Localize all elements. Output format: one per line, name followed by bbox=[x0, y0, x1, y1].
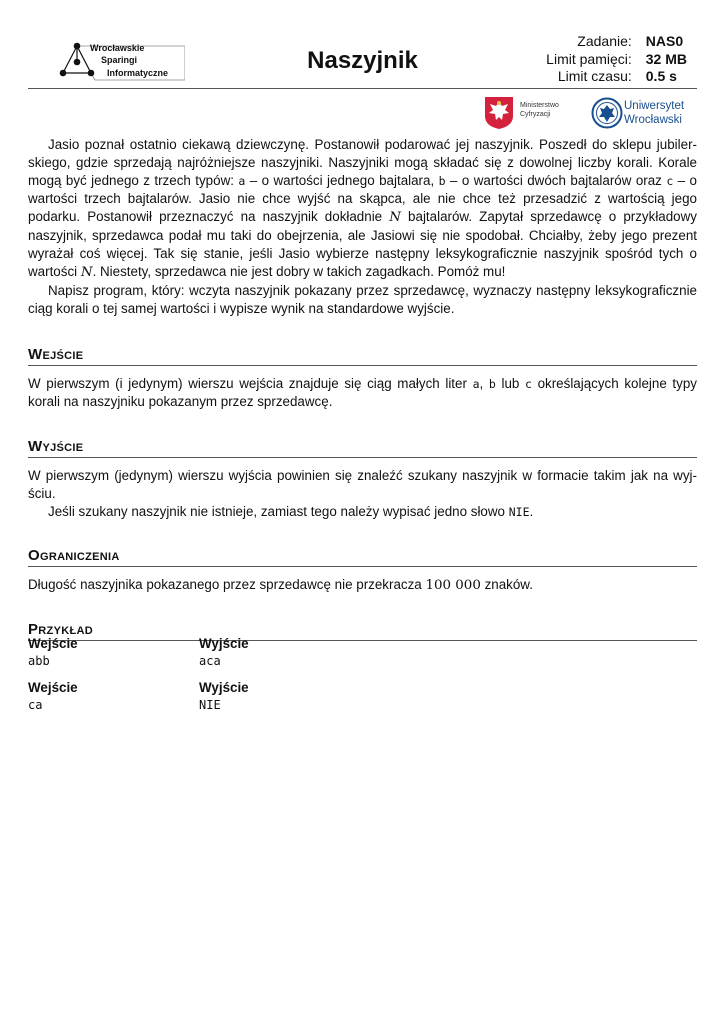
input-paragraph: W pierwszym (i jedynym) wierszu wejścia znajduje się ciąg małych liter a, b lub c określających kolejne typy korali na naszyjniku pokazanym przez sprzedawcę. bbox=[28, 376, 697, 409]
meta-value: 0.5 s bbox=[645, 68, 677, 84]
task-meta bbox=[546, 33, 687, 86]
meta-key: Zadanie: bbox=[577, 33, 632, 49]
example-2-output bbox=[199, 680, 249, 712]
meta-row-task bbox=[546, 33, 687, 51]
meta-key: Limit pamięci: bbox=[546, 50, 632, 67]
meta-value: 32 MB bbox=[645, 50, 687, 67]
example-output-value: NIE bbox=[199, 698, 221, 712]
output-paragraph-2: Jeśli szukany naszyjnik nie istnieje, zamiast tego należy wypisać jedno słowo NIE. bbox=[48, 504, 534, 519]
example-input-label: Wejście bbox=[28, 636, 78, 651]
ministry-logo bbox=[484, 96, 580, 130]
example-input-value: ca bbox=[28, 698, 43, 712]
example-2-input bbox=[28, 680, 78, 712]
meta-key: Limit czasu: bbox=[557, 68, 632, 84]
eagle-emblem-icon bbox=[484, 96, 514, 130]
math-var-n: N bbox=[389, 210, 401, 225]
limits-paragraph: Długość naszyjnika pokazanego przez sprzedawcę nie przekracza 100 000 znaków. bbox=[28, 577, 533, 593]
logo-line-1: Wrocławskie bbox=[90, 43, 145, 53]
ministry-line-1: Ministerstwo bbox=[520, 102, 559, 109]
task-title: Naszyjnik bbox=[307, 47, 418, 74]
statement-paragraph-2: Napisz program, który: wczyta naszyjnik pokazany przez sprzedawcę, wyznaczy następny leksykograficznie ciąg korali o tej samej wartości i wypisze wynik na standardowe wyjście. bbox=[28, 283, 697, 316]
output-paragraph-1: W pierwszym (jedynym) wierszu wyjścia powinien się znaleźć szukany naszyjnik w formacie takim jak na wyjściu. bbox=[28, 468, 697, 501]
problem-content bbox=[28, 136, 697, 641]
header-divider bbox=[28, 88, 697, 89]
section-heading-output: Wyjście bbox=[28, 438, 697, 458]
math-var-n: N bbox=[80, 265, 93, 280]
example-output-value: aca bbox=[199, 654, 221, 668]
statement-paragraph-1: Jasio poznał ostatnio ciekawą dziewczynę. Postanowił podarować jej naszyjnik. Poszedł do sklepu jubilerskiego, gdzie sprzedają najróżniejsze naszyjniki. Naszyjniki mogą składać się z dowolnej liczby korali. Korale mogą być jednego z trzech typów: a – o wartości jednego bajtalara, b – o wartości dwóch bajtalarów oraz c – o wartości trzech bajtalarów. Jasio nie chce wyjść na skąpca, ale nie chce też przesadzić z wartością jego podarku. Postanowił przeznaczyć na naszyjnik dokładnie N bajtalarów. Zapytał sprzedawcę o przykładowy naszyjnik, sprzedawca podał mu taki do obejrzenia, ale Jasiowi się nie spodobał. Chciałby, żeby jego prezent wyrażał coś więcej. Tak się stanie, jeśli Jasio wybierze następny leksykograficznie naszyjnik spośród tych o wartości N. Niestety, sprzedawca nie jest dobry w takich zagadkach. Pomóż mu! bbox=[28, 137, 697, 280]
bead-c-code: c bbox=[666, 174, 674, 188]
logo-line-2: Sparingi bbox=[101, 55, 138, 65]
ministry-line-2: Cyfryzacji bbox=[520, 111, 551, 118]
section-heading-limits: Ograniczenia bbox=[28, 547, 697, 567]
example-1-input bbox=[28, 636, 78, 668]
section-heading-example: Przykład bbox=[28, 621, 697, 641]
bead-b-code: b bbox=[438, 174, 446, 188]
example-output-label: Wyjście bbox=[199, 680, 249, 695]
logo-line-3: Informatyczne bbox=[107, 68, 169, 78]
university-line-2: Wrocławski bbox=[624, 114, 682, 126]
meta-row-time bbox=[546, 68, 687, 86]
example-input-label: Wejście bbox=[28, 680, 78, 695]
example-1-output bbox=[199, 636, 249, 668]
university-logo bbox=[591, 96, 701, 132]
limit-number: 100 000 bbox=[425, 578, 481, 593]
example-input-value: abb bbox=[28, 654, 50, 668]
meta-value: NAS0 bbox=[645, 33, 684, 49]
nie-code: NIE bbox=[508, 505, 530, 519]
example-output-label: Wyjście bbox=[199, 636, 249, 651]
meta-row-memory bbox=[546, 51, 687, 69]
university-line-1: Uniwersytet bbox=[624, 100, 685, 112]
university-seal-icon bbox=[591, 96, 623, 130]
bead-a-code: a bbox=[238, 174, 246, 188]
section-heading-input: Wejście bbox=[28, 346, 697, 366]
